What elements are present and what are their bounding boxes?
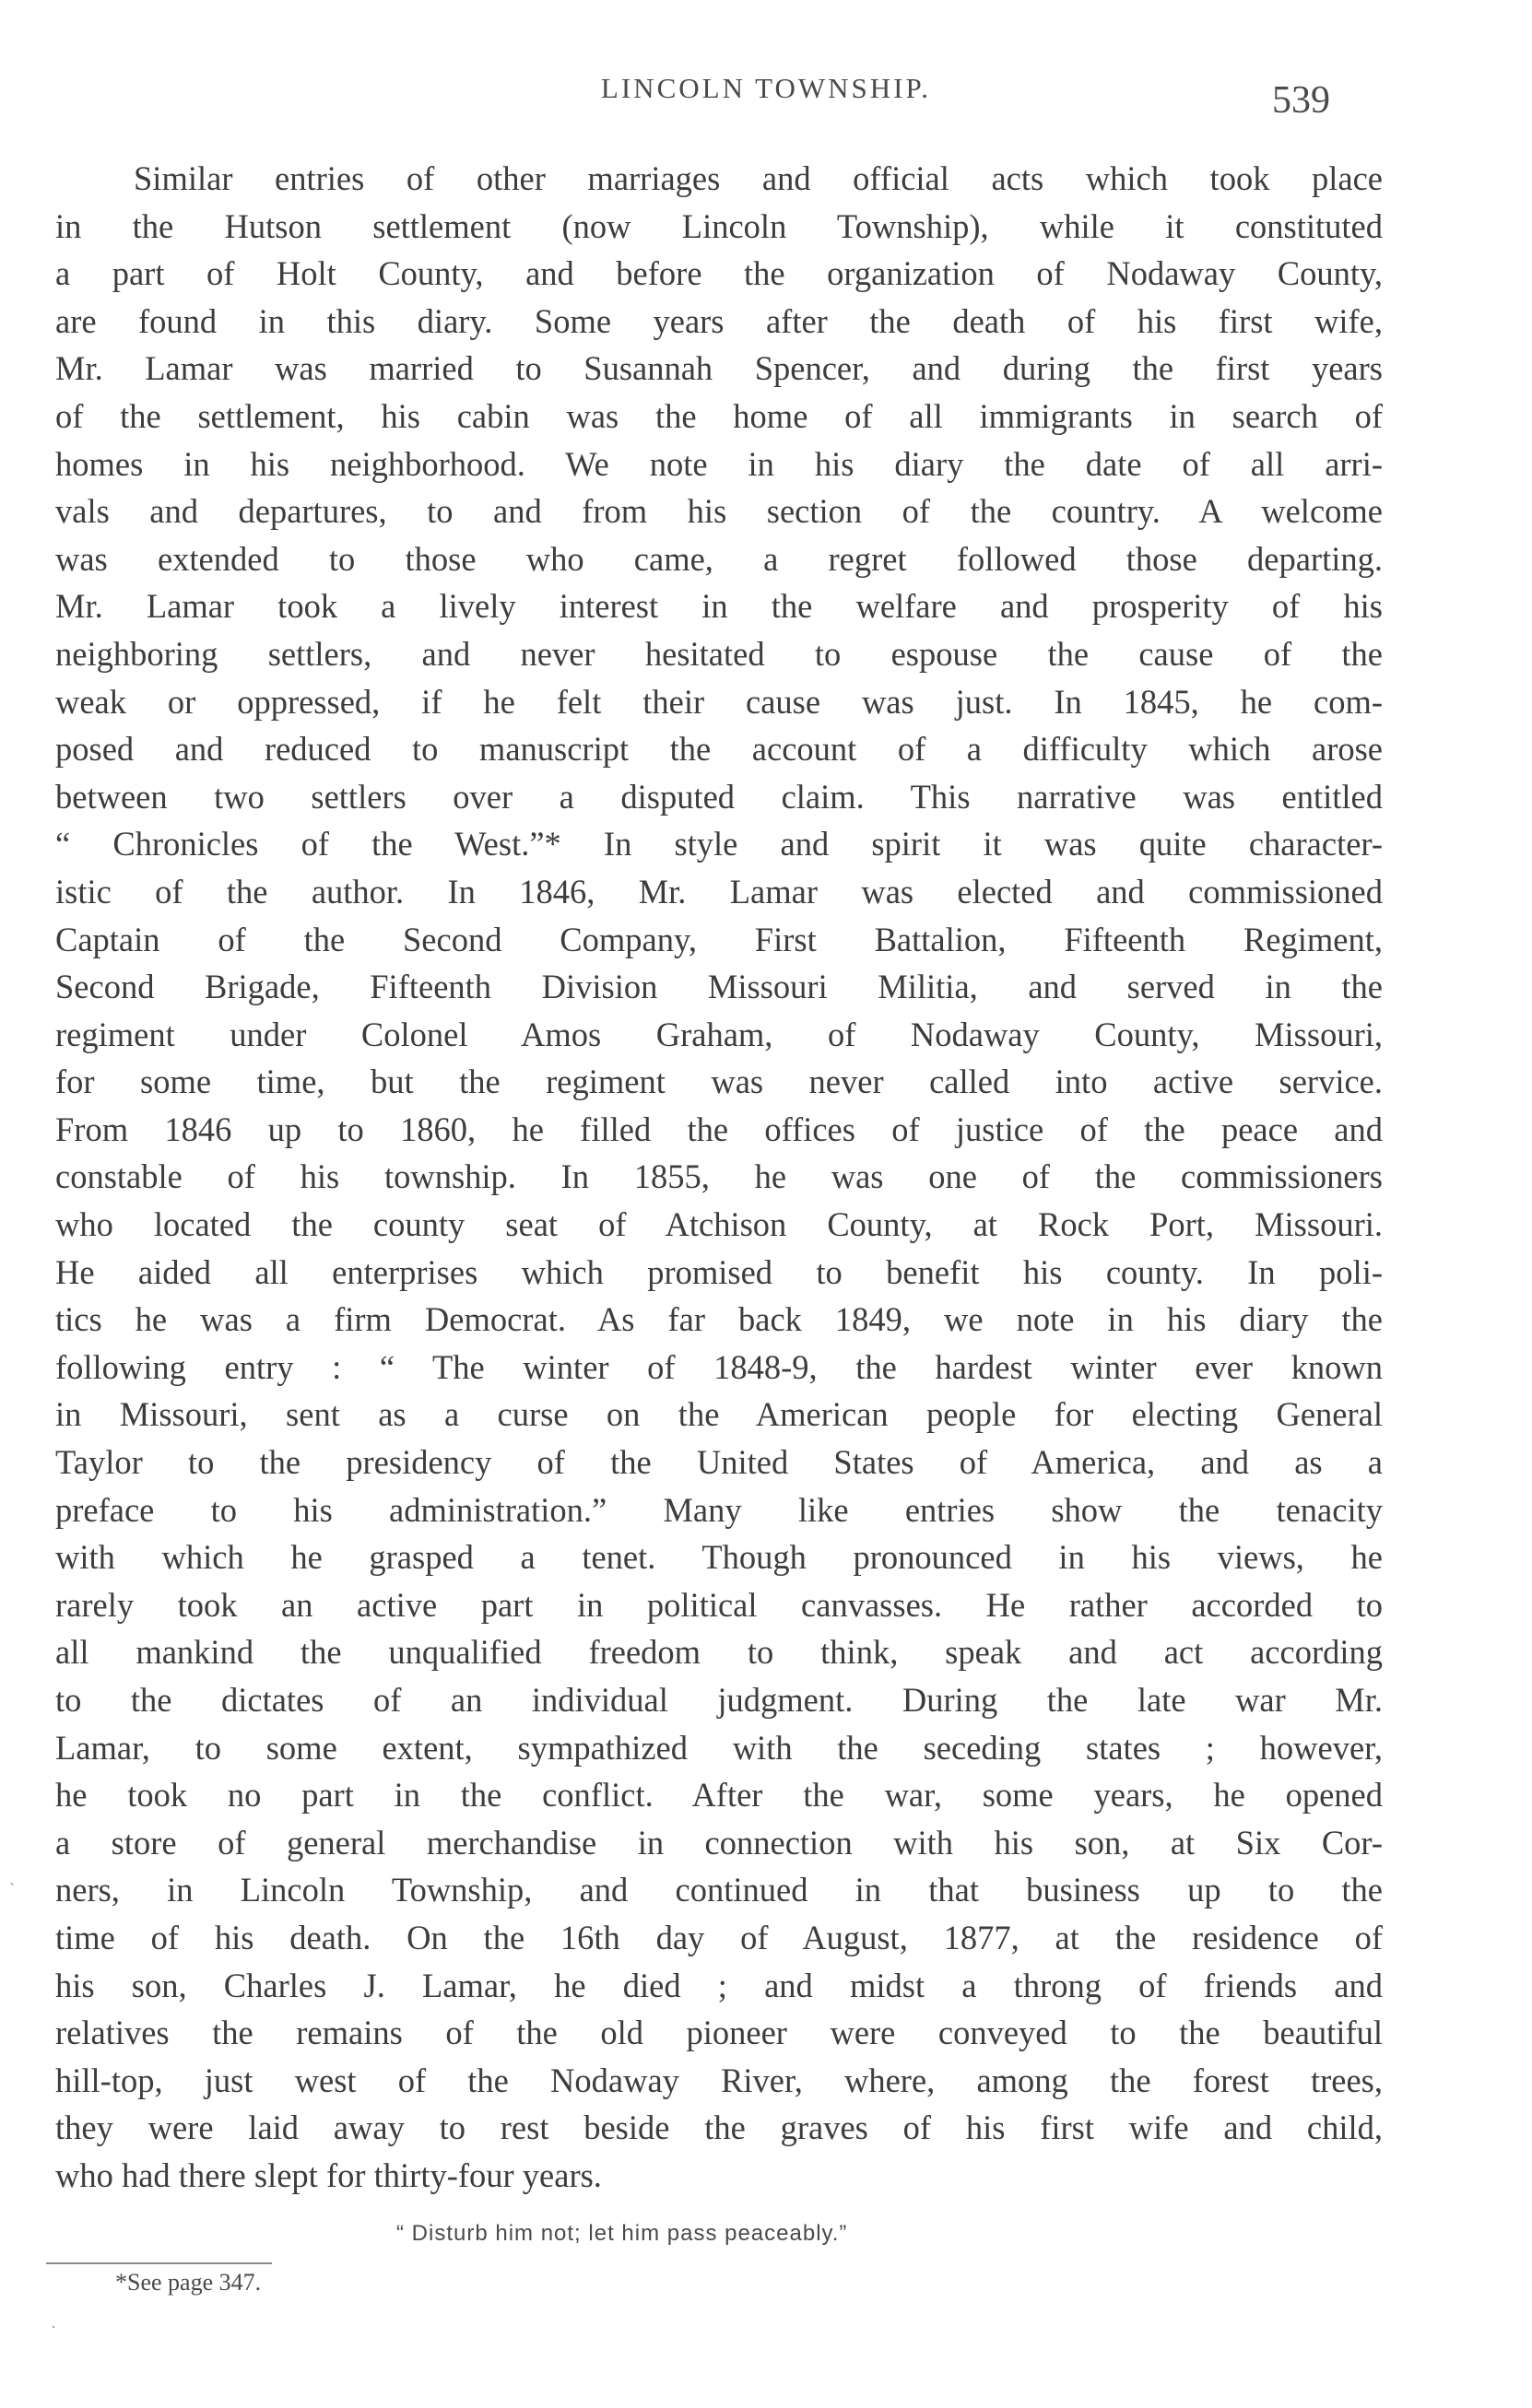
text-line: time of his death. On the 16th day of August, 1877, at the residence of bbox=[55, 1918, 1383, 1956]
text-line: of the settlement, his cabin was the home of all immigrants in search of bbox=[55, 396, 1383, 435]
text-line: From 1846 up to 1860, he filled the offices of justice of the peace and bbox=[55, 1110, 1383, 1148]
footnote-divider bbox=[46, 2262, 272, 2264]
text-line: they were laid away to rest beside the graves of his first wife and child, bbox=[55, 2108, 1383, 2147]
text-line: regiment under Colonel Amos Graham, of Nodaway County, Missouri, bbox=[55, 1015, 1383, 1053]
text-line: between two settlers over a disputed claim. This narrative was entitled bbox=[55, 777, 1383, 816]
epitaph-quote: “ Disturb him not; let him pass peaceably.” bbox=[396, 2221, 848, 2246]
text-line: homes in his neighborhood. We note in his diary the date of all arri- bbox=[55, 444, 1383, 483]
text-line: Captain of the Second Company, First Battalion, Fifteenth Regiment, bbox=[55, 920, 1383, 958]
text-line: istic of the author. In 1846, Mr. Lamar was elected and commissioned bbox=[55, 872, 1383, 910]
text-line: rarely took an active part in political canvasses. He rather accorded to bbox=[55, 1585, 1383, 1624]
text-line: following entry : “ The winter of 1848-9, the hardest winter ever known bbox=[55, 1347, 1383, 1386]
text-line: are found in this diary. Some years after the death of his first wife, bbox=[55, 301, 1383, 340]
text-line: for some time, but the regiment was never called into active service. bbox=[55, 1063, 1383, 1101]
text-line: preface to his administration.” Many like entries show the tenacity bbox=[55, 1490, 1383, 1529]
text-line: a store of general merchandise in connection with his son, at Six Cor- bbox=[55, 1823, 1383, 1862]
text-line: hill-top, just west of the Nodaway River, where, among the forest trees, bbox=[55, 2061, 1383, 2099]
text-line: neighboring settlers, and never hesitated to espouse the cause of the bbox=[55, 634, 1383, 673]
text-line: who had there slept for thirty-four years. bbox=[55, 2155, 602, 2194]
text-line: in the Hutson settlement (now Lincoln Township), while it constituted bbox=[55, 206, 1383, 245]
text-line: vals and departures, to and from his section of the country. A welcome bbox=[55, 492, 1383, 531]
text-line: weak or oppressed, if he felt their cause was just. In 1845, he com- bbox=[55, 682, 1383, 721]
text-line: Taylor to the presidency of the United States of America, and as a bbox=[55, 1443, 1383, 1482]
text-line: ners, in Lincoln Township, and continued in that business up to the bbox=[55, 1871, 1383, 1909]
text-line: Second Brigade, Fifteenth Division Missouri Militia, and served in the bbox=[55, 968, 1383, 1006]
text-line: He aided all enterprises which promised to benefit his county. In poli- bbox=[55, 1252, 1383, 1291]
text-line: Mr. Lamar was married to Susannah Spencer, and during the first years bbox=[55, 349, 1383, 388]
running-head-title: LINCOLN TOWNSHIP. bbox=[600, 72, 932, 104]
text-line: with which he grasped a tenet. Though pronounced in his views, he bbox=[55, 1538, 1383, 1577]
text-line: to the dictates of an individual judgment. During the late war Mr. bbox=[55, 1681, 1383, 1719]
text-line: relatives the remains of the old pioneer were conveyed to the beautiful bbox=[55, 2014, 1383, 2052]
text-line: constable of his township. In 1855, he was one of the commissioners bbox=[55, 1157, 1383, 1196]
text-line: was extended to those who came, a regret followed those departing. bbox=[55, 539, 1383, 578]
text-line: his son, Charles J. Lamar, he died ; and midst a throng of friends and bbox=[55, 1966, 1383, 2004]
footnote: *See page 347. bbox=[115, 2269, 262, 2296]
text-line: Mr. Lamar took a lively interest in the welfare and prosperity of his bbox=[55, 587, 1383, 626]
text-line: tics he was a firm Democrat. As far back 1849, we note in his diary the bbox=[55, 1300, 1383, 1339]
text-line: who located the county seat of Atchison County, at Rock Port, Missouri. bbox=[55, 1205, 1383, 1244]
text-line: all mankind the unqualified freedom to think, speak and act according bbox=[55, 1633, 1383, 1672]
text-line: posed and reduced to manuscript the account of a difficulty which arose bbox=[55, 730, 1383, 769]
text-line: a part of Holt County, and before the organization of Nodaway County, bbox=[55, 254, 1383, 293]
text-line: he took no part in the conflict. After the war, some years, he opened bbox=[55, 1776, 1383, 1815]
margin-speck: · bbox=[51, 2318, 56, 2336]
margin-speck: ˋ bbox=[9, 1880, 15, 1898]
page-number: 539 bbox=[1272, 79, 1330, 122]
body-paragraph bbox=[55, 155, 1383, 2200]
text-line: in Missouri, sent as a curse on the American people for electing General bbox=[55, 1395, 1383, 1434]
text-line: Similar entries of other marriages and official acts which took place bbox=[134, 159, 1383, 197]
text-line: Lamar, to some extent, sympathized with the seceding states ; however, bbox=[55, 1728, 1383, 1767]
text-line: “ Chronicles of the West.”* In style and spirit it was quite character- bbox=[55, 825, 1383, 863]
